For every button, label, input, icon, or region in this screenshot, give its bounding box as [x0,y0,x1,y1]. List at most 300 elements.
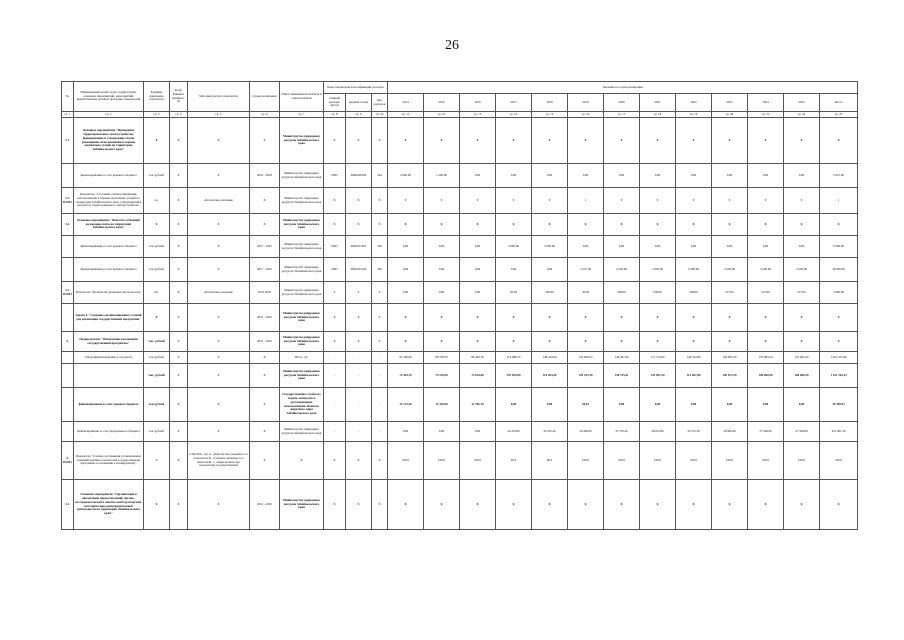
header-colnum: гр. 6 [250,112,280,118]
row-period: X [250,214,280,236]
row-value: X [388,214,424,236]
row-coef: X [170,214,188,236]
row-num [62,388,74,422]
row-method: X [188,164,250,188]
row-kbk: X [346,332,372,352]
row-kbk: 0 [372,282,388,304]
table-row [62,442,858,480]
row-name: финансирование за счет краевого бюджета [74,164,144,188]
row-method: X [188,118,250,164]
row-value: 135 901,20 [640,364,676,388]
row-value: X [820,118,858,164]
row-value: 26 982,90 [712,422,748,442]
table-row [62,188,858,214]
row-value: 3 550,00 [604,258,640,282]
row-value: 0 [712,188,748,214]
row-unit: % [144,442,170,480]
row-value: 0,00 [748,236,784,258]
row-value: 0 [676,188,712,214]
row-kbk: X [324,214,346,236]
row-value: X [748,480,784,530]
row-value: 0,00 [676,388,712,422]
row-value: 27 594,00 [784,422,820,442]
table-row [62,332,858,352]
row-value: 0,00 [424,258,460,282]
row-value: X [388,332,424,352]
table-row [62,214,858,236]
row-num [62,164,74,188]
row-method: X [188,258,250,282]
row-value: X [460,214,496,236]
row-value: X [424,118,460,164]
table-row [62,422,858,442]
row-kbk: 360 [372,236,388,258]
header-year: 2021 [640,94,676,112]
row-value: X [820,332,858,352]
row-value: 0,00 [424,422,460,442]
row-kbk: 0 [324,282,346,304]
row-value: 0,00 [388,236,424,258]
row-value: 5 000,00 [676,258,712,282]
indicators-table [61,81,858,530]
row-responsible: Министерство природных ресурсов Забайкальского края [280,304,324,332]
row-responsible: Министерство природных ресурсов Забайкальского края [280,480,324,530]
row-responsible: Министерство природных ресурсов Забайкальского края [280,118,324,164]
row-unit: шт. [144,282,170,304]
row-value: 112 567,00 [676,364,712,388]
row-period: 2014 - 2025 [250,304,280,332]
row-method: X [188,332,250,352]
row-responsible: Министерство природных ресурсов Забайкальского края [280,164,324,188]
row-period: X [250,352,280,364]
row-coef: X [170,282,188,304]
row-kbk: - [346,352,372,364]
row-method: СЗпп/Nсп, где А - фактическое значение i-го показателя, Б - плановое значение i-го показателя, i - общее количество показателей государственной [188,442,250,480]
row-value: X [604,304,640,332]
row-kbk: X [372,118,388,164]
row-value: X [532,304,568,332]
row-responsible: Министерство природных ресурсов Забайкальского края [280,364,324,388]
row-kbk: X [346,480,372,530]
header-colnum: гр. 1 [62,112,74,118]
row-value: 0,00 [460,236,496,258]
row-value: 0,00 [388,422,424,442]
row-value: 100 060,50 [784,364,820,388]
row-responsible: Министерство природных ресурсов Забайкальского края [280,258,324,282]
row-value: 116 288,70 [496,352,532,364]
row-period: 2023-2025 [250,282,280,304]
row-kbk: 0003 [324,258,346,282]
header-colnum: гр. 11 [388,112,424,118]
row-value: 129 912,30 [568,364,604,388]
row-coef: X [170,304,188,332]
row-coef: X [170,258,188,282]
row-unit: X [144,480,170,530]
row-num [62,258,74,282]
row-kbk: X [346,188,372,214]
row-unit: тыс. рублей [144,364,170,388]
row-name: Подпрограмма "Обеспечение реализации государственной программы" [74,332,144,352]
row-value: 0 [496,188,532,214]
row-responsible: Министерство природных ресурсов Забайкальского края [280,214,324,236]
row-value: 0,00 [640,164,676,188]
row-value: X [640,214,676,236]
row-value: X [496,332,532,352]
row-value: X [784,332,820,352]
header-colnum: гр. 10 [372,112,388,118]
row-value: 527,00 [784,282,820,304]
row-value: 3 900,00 [496,236,532,258]
row-value: 1 [820,188,858,214]
row-value: X [784,118,820,164]
row-value: 0,00 [532,164,568,188]
row-num: 3.2. [62,214,74,236]
row-responsible: Министерство природных ресурсов Забайкальского края [280,332,324,352]
row-value: 0,00 [388,282,424,304]
row-value: X [640,118,676,164]
row-value: 2 347,00 [568,258,604,282]
header-colnum: гр. 21 [748,112,784,118]
row-value: 25 750,20 [604,422,640,442]
row-method: X [188,422,250,442]
table-row [62,282,858,304]
header-budget-sub: главный распоря- дитель [324,94,346,112]
row-value: 100,0 [820,442,858,480]
row-value: X [532,214,568,236]
row-value: X [712,214,748,236]
row-kbk: - [346,422,372,442]
row-kbk: X [324,304,346,332]
row-method: Абсолютное значение [188,188,250,214]
header-budget: Коды бюджетной классификации расходов [324,82,388,94]
row-value: X [532,332,568,352]
header-colnum: гр. 3 [144,112,170,118]
row-value: 65,00 [496,282,532,304]
row-value: 0 [388,188,424,214]
row-value: 0,00 [424,236,460,258]
row-value: 0 [424,188,460,214]
row-coef: X [170,332,188,352]
header-colnum: гр. 14 [496,112,532,118]
header-name: Наименование целей, задач, подпрограмм, основных мероприятий, мероприятий, ведомственных целевых программ, показателей [74,82,144,112]
row-value: 540,00 [676,282,712,304]
row-value: X [676,480,712,530]
header-coef: Коэф- фициент значимос- ти [170,82,188,112]
row-period: X [250,188,280,214]
header-colnum: гр. 2 [74,112,144,118]
header-colnum: гр. 23 [820,112,858,118]
header-colnum: гр. 17 [604,112,640,118]
row-value: 0,00 [532,388,568,422]
row-name: Основное мероприятие "Выплата субвенций на ведение охоты на территории Забайкальского края" [74,214,144,236]
row-value: 0,00 [640,388,676,422]
row-value: 0,00 [568,164,604,188]
row-value: 24 906,00 [568,422,604,442]
row-unit: тыс.рублей [144,236,170,258]
row-method: X [188,388,250,422]
row-value: 6 000,00 [820,236,858,258]
row-value: 0 [640,188,676,214]
row-value: X [388,304,424,332]
row-value: 0,00 [460,422,496,442]
row-value: 287,00 [532,282,568,304]
row-value: X [748,332,784,352]
row-value: 0,00 [640,236,676,258]
row-responsible: Министерство природных ресурсов Забайкальского края [280,282,324,304]
row-value: 39 700,93 [820,388,858,422]
table-row [62,388,858,422]
row-value: 0 [784,188,820,214]
row-value: 100,0 [460,442,496,480]
row-value: 527,00 [712,282,748,304]
row-responsible: Итого 1.4. [280,352,324,364]
row-value: 5 615,00 [820,164,858,188]
row-value: 4 400,00 [388,164,424,188]
header-num: № [62,82,74,112]
row-kbk: 0003 [324,164,346,188]
row-value: 0,00 [460,164,496,188]
row-value: 146 752,80 [676,352,712,364]
row-method: X [188,236,250,258]
row-name: финансирование за счет краевого бюджета [74,236,144,258]
row-value: 0,00 [496,388,532,422]
row-value: X [604,332,640,352]
row-num [62,236,74,258]
row-period: X [250,388,280,422]
row-name: объем финансирования, в том числе [74,352,144,364]
row-responsible: Министерство природных ресурсов Забайкальского края [280,188,324,214]
header-colnum: гр. 16 [568,112,604,118]
row-value: X [676,304,712,332]
row-value: 650,00 [640,282,676,304]
header-colnum: гр. 5 [188,112,250,118]
row-value: 0,00 [784,164,820,188]
row-coef: X [170,236,188,258]
row-kbk: X [324,480,346,530]
row-value: X [712,304,748,332]
row-value: X [748,214,784,236]
row-kbk: X [324,332,346,352]
header-year: 2019 [568,94,604,112]
row-value: 4 500,00 [784,258,820,282]
row-kbk: - [324,422,346,442]
row-period: X [250,422,280,442]
row-kbk: 360 [372,258,388,282]
row-value: X [460,480,496,530]
row-name: Основное мероприятие "Проведение территориального землеустройства, формирование и утверждение схемы размещения, использования и охраны охотничьих угодий на территории Забайкальского края" [74,118,144,164]
header-budget-sub: вид расходов [372,94,388,112]
row-value: X [640,304,676,332]
row-coef: X [170,422,188,442]
row-value: 0,00 [424,282,460,304]
row-value: X [568,214,604,236]
row-responsible: X [280,442,324,480]
row-value: 1 [568,188,604,214]
table-row [62,164,858,188]
row-value: X [460,304,496,332]
row-value: X [784,480,820,530]
row-unit: X [144,118,170,164]
row-kbk: X [372,214,388,236]
row-unit: тыс.рублей [144,164,170,188]
row-value: 74 444,70 [388,364,424,388]
row-value: 24 224,00 [496,422,532,442]
header-colnum: гр. 19 [676,112,712,118]
row-unit: тыс.рублей [144,422,170,442]
header-year: 2014 [388,94,424,112]
row-value: 146 287,99 [604,352,640,364]
row-unit: тыс. рублей [144,332,170,352]
row-name: финансирование за счет краевого бюджета [74,388,144,422]
row-value: 90,2 [532,442,568,480]
row-value: 95 160,00 [388,352,424,364]
row-method: X [188,352,250,364]
row-coef: X [170,118,188,164]
header-year: Итого [820,94,858,112]
row-kbk: 0003 [324,236,346,258]
row-kbk: - [324,388,346,422]
row-value: 0,00 [712,388,748,422]
row-value: 150 085,20 [712,352,748,364]
row-value: 130 725,41 [604,364,640,388]
row-value: 0,00 [748,388,784,422]
row-value: X [748,304,784,332]
row-value: X [424,480,460,530]
row-period: 2014 - 2018 [250,164,280,188]
header-colnum: гр. 7 [280,112,324,118]
header-colnum: гр. 4 [170,112,188,118]
row-value: 2 950,00 [640,258,676,282]
row-kbk: X [346,442,372,480]
header-year: 2022 [676,94,712,112]
row-value: 527,00 [748,282,784,304]
row-unit: тыс.рублей [144,388,170,422]
row-coef: X [170,364,188,388]
row-value: 0 [604,188,640,214]
row-value: 100,0 [640,442,676,480]
row-value: 100,0 [388,442,424,480]
row-kbk: 244 [372,164,388,188]
header-resp: Ответственный исполнитель и соисполнители [280,82,324,112]
table-header-row-1 [62,82,858,94]
row-value: 0,00 [784,388,820,422]
row-value: 450,00 [604,282,640,304]
header-year: 2018 [532,94,568,112]
row-responsible: Государственная служба по охране, контролю и регулированию использования объектов животного мира Забайкальского края [280,388,324,422]
row-value: 0 [532,188,568,214]
row-num: 4. ПЭМ1 [62,442,74,480]
row-value: X [604,214,640,236]
row-value: 26 653,80 [640,422,676,442]
row-kbk: - [346,364,372,388]
row-kbk: X [372,480,388,530]
row-period: X [250,442,280,480]
row-kbk: - [372,352,388,364]
row-period: X [250,364,280,388]
row-name: Основное мероприятие "Организация и обеспечение предоставлений, научно-исследовательской и опытно-конструкторской, исполнительно-распорядительной деятельности на территории Забайкальского края" [74,480,144,530]
row-kbk: X [372,304,388,332]
row-value: 100,0 [424,442,460,480]
row-value: 100,0 [568,442,604,480]
page-number: 26 [445,38,459,53]
row-value: 0,00 [748,164,784,188]
row-value: X [712,332,748,352]
row-value: 0,00 [496,258,532,282]
row-value: 0,00 [604,164,640,188]
row-coef: X [170,188,188,214]
header-unit: Единица измерения показателя [144,82,170,112]
row-name [74,364,144,388]
header-year: 2015 [424,94,460,112]
row-name: Показатель "Степень достижения установленных значений целевых показателей государственной программы в отношении к планируемому" [74,442,144,480]
row-value: 0,00 [532,258,568,282]
row-value: 0,00 [460,258,496,282]
row-num [62,304,74,332]
row-value: 3 000,00 [820,282,858,304]
row-value: X [496,304,532,332]
row-value: 151 734,00 [640,352,676,364]
row-kbk: - [372,364,388,388]
row-coef: X [170,352,188,364]
table-row [62,236,858,258]
row-value: 26 115,30 [676,422,712,442]
row-coef: X [170,164,188,188]
row-value: 24 255,20 [532,422,568,442]
row-value: X [820,304,858,332]
row-unit: ед. [144,188,170,214]
row-period: 2014 - 2025 [250,332,280,352]
row-value: 15 715,30 [388,388,424,422]
row-name: Показатель "Количество правовых актов полосы" [74,282,144,304]
row-value: 105 072,30 [712,364,748,388]
row-kbk: X [372,442,388,480]
row-num [62,422,74,442]
row-value: 155 065,20 [748,352,784,364]
row-value: X [568,304,604,332]
row-value: 100,0 [604,442,640,480]
row-value: 4 500,00 [712,258,748,282]
row-value: 0,00 [388,258,424,282]
row-value: 0,00 [676,164,712,188]
row-kbk: X [372,332,388,352]
row-value: 0,00 [496,164,532,188]
row-kbk: X [346,118,372,164]
row-num [62,352,74,364]
row-period: 2017 - 2025 [250,236,280,258]
row-num [62,364,74,388]
row-value: 107 055,00 [496,364,532,388]
row-value: X [496,480,532,530]
row-value: X [460,118,496,164]
row-method: X [188,304,250,332]
header-year: 2020 [604,94,640,112]
row-value: 100,0 [676,442,712,480]
row-value: X [388,480,424,530]
table-row [62,258,858,282]
row-value: 0,00 [712,164,748,188]
row-kbk: X [324,118,346,164]
header-budget-sub: целевая статья [346,94,372,112]
row-value: 155 065,20 [784,352,820,364]
row-value: X [568,332,604,352]
row-coef: X [170,442,188,480]
row-method: X [188,214,250,236]
row-value: 0,00 [604,388,640,422]
row-value: 0,00 [712,236,748,258]
row-value: 100,0 [712,442,748,480]
row-value: X [748,118,784,164]
row-num: 4.1. [62,480,74,530]
